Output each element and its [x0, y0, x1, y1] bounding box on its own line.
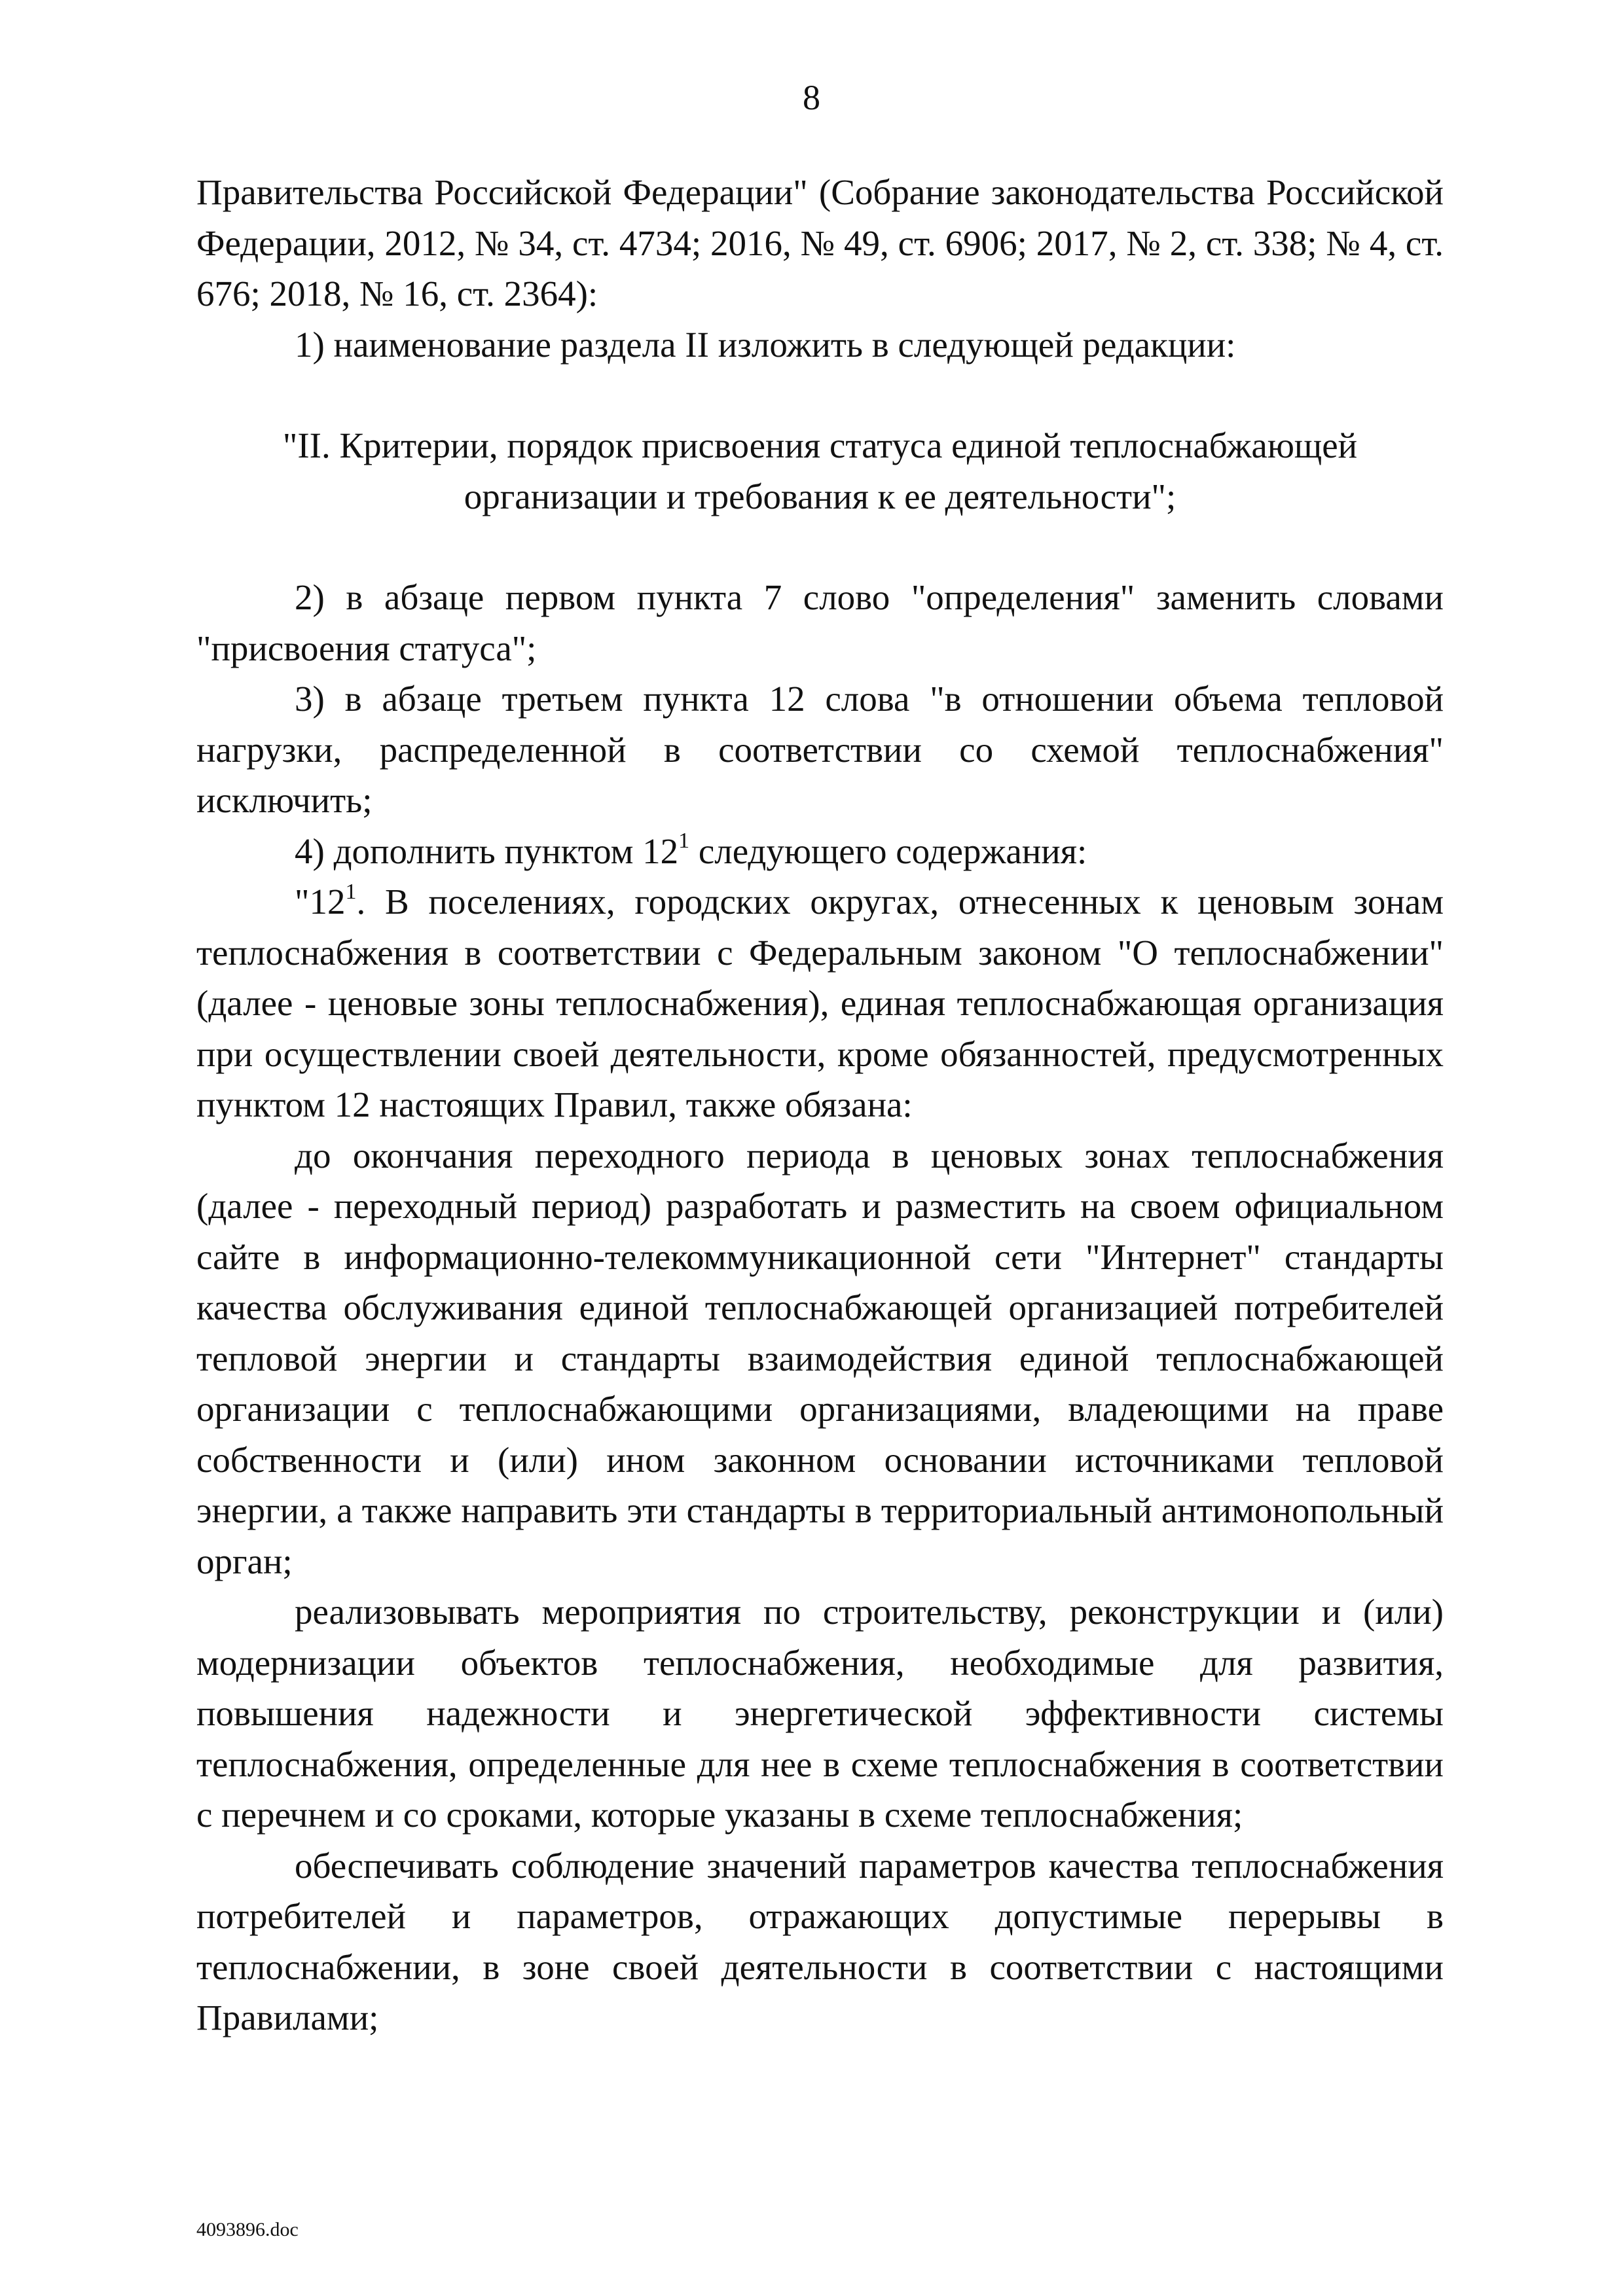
paragraph-point-12-1 — [196, 876, 1444, 1130]
item-4-superscript: 1 — [678, 829, 690, 853]
spacer — [196, 522, 1444, 572]
point-12-1-text-after: . В поселениях, городских округах, отнесенных к ценовым зонам теплоснабжения в соответствии с Федеральным законом "О теплоснабжении" (далее - ценовые зоны теплоснабжения), единая теплоснабжающая организация при осуществлении своей деятельности, кроме обязанностей, предусмотренных пунктом 12 настоящих Правил, также обязана: — [196, 882, 1444, 1124]
paragraph-obligation-standards: до окончания переходного периода в ценовых зонах теплоснабжения (далее - переходный период) разработать и разместить на своем официальном сайте в информационно-телекоммуникационной сети "Интернет" стандарты качества обслуживания единой теплоснабжающей организацией потребителей тепловой энергии и стандарты взаимодействия единой теплоснабжающей организации с теплоснабжающими организациями, владеющими на праве собственности и (или) ином законном основании источниками тепловой энергии, а также направить эти стандарты в территориальный антимонопольный орган; — [196, 1135, 1444, 1581]
item-4-text-before: 4) дополнить пунктом 12 — [295, 831, 679, 871]
document-body — [196, 167, 1444, 2043]
item-4-text-after: следующего содержания: — [689, 831, 1087, 871]
paragraph-item-4 — [196, 826, 1444, 877]
document-file-id: 4093896.doc — [196, 2219, 299, 2240]
paragraph-item-1: 1) наименование раздела II изложить в следующей редакции: — [295, 324, 1236, 365]
paragraph-obligation-construction: реализовывать мероприятия по строительству, реконструкции и (или) модернизации объектов теплоснабжения, необходимые для развития, повышения надежности и энергетической эффективности системы теплоснабжения, определенные для нее в схеме теплоснабжения в соответствии с перечнем и со сроками, которые указаны в схеме теплоснабжения; — [196, 1592, 1444, 1835]
point-12-1-superscript: 1 — [345, 879, 357, 904]
paragraph-continuation: Правительства Российской Федерации" (Собрание законодательства Российской Федерации, 2012, № 34, ст. 4734; 2016, № 49, ст. 6906; 2017, № 2, ст. 338; № 4, ст. 676; 2018, № 16, ст. 2364): — [196, 172, 1444, 314]
paragraph-item-2: 2) в абзаце первом пункта 7 слово "определения" заменить словами "присвоения статуса"; — [196, 577, 1444, 668]
page-number: 8 — [803, 78, 820, 117]
paragraph-item-3: 3) в абзаце третьем пункта 12 слова "в отношении объема тепловой нагрузки, распределенной в соответствии со схемой теплоснабжения" исключить; — [196, 679, 1444, 820]
section-heading-line-2: организации и требования к ее деятельности"; — [464, 476, 1176, 516]
section-heading-quote — [196, 420, 1444, 522]
point-12-1-text-before: "12 — [295, 882, 346, 922]
section-heading-line-1: "II. Критерии, порядок присвоения статуса единой теплоснабжающей — [282, 425, 1358, 465]
paragraph-obligation-quality: обеспечивать соблюдение значений параметров качества теплоснабжения потребителей и параметров, отражающих допустимые перерывы в теплоснабжении, в зоне своей деятельности в соответствии с настоящими Правилами; — [196, 1845, 1444, 2037]
